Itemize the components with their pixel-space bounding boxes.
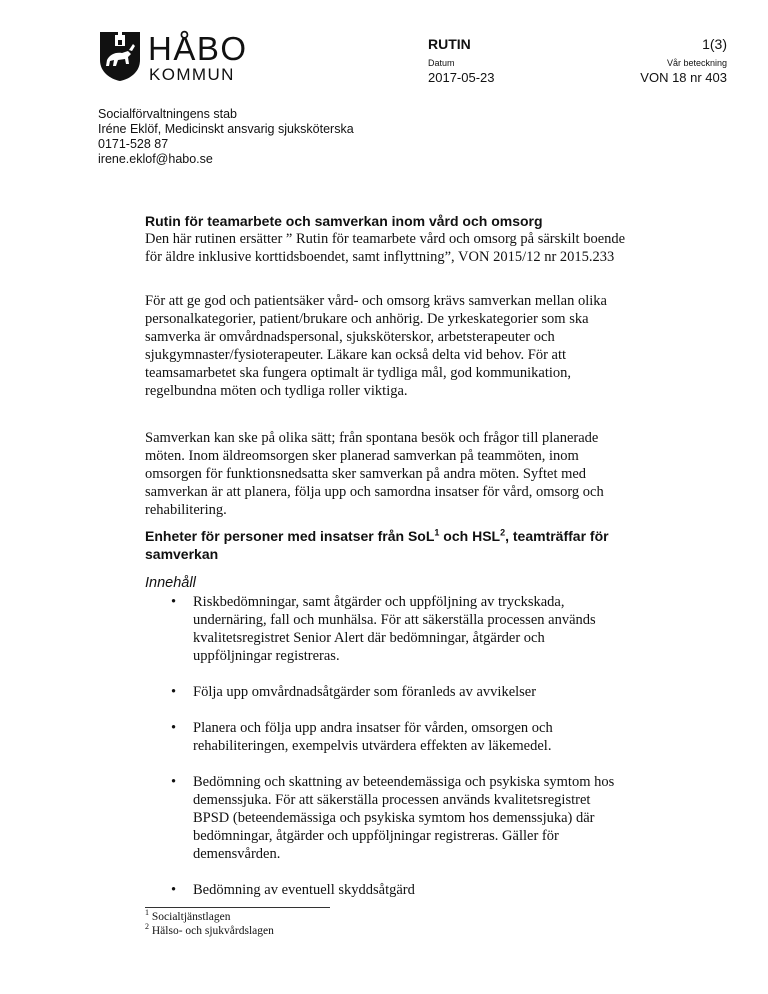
date-label: Datum [428, 58, 455, 68]
list-item [145, 683, 625, 701]
page-number: 1(3) [702, 36, 727, 52]
footnote-text: Socialtjänstlagen [151, 911, 231, 923]
sender-email: irene.eklof@habo.se [98, 152, 213, 166]
footnote-number: 2 [145, 922, 149, 932]
list-item [145, 593, 625, 665]
list-item-text: Följa upp omvårdnadsåtgärder som föranleds av avvikelser [193, 684, 537, 700]
list-item [145, 719, 625, 755]
section-title [145, 527, 635, 563]
habo-crest-logo-icon [98, 30, 142, 82]
reference-value: VON 18 nr 403 [640, 70, 727, 85]
bullet-list [145, 593, 625, 917]
bullet-icon: • [171, 684, 177, 700]
paragraph: Samverkan kan ske på olika sätt; från spontana besök och frågor till planerade möten. Inom äldreomsorgen sker planerad samverkan på teammöten, inom omsorgen för funktionsnedsatta sker samverkan på andra möten. Syftet med samverkan är att planera, följa upp och samordna insatser för vård, omsorg och rehabilitering. [145, 430, 604, 518]
sender-department: Socialförvaltningens stab [98, 107, 237, 121]
footnote-divider [145, 907, 330, 908]
list-item-text: Bedömning och skattning av beteendemässiga och psykiska symtom hos demenssjuka. För att säkerställa processen används kvalitetsregistret BPSD (beteendemässiga och psykiska symtom hos demenssjuka) där bedömningar, åtgärder och uppföljningar registreras. Gäller för demensvården. [193, 774, 615, 862]
list-item [145, 881, 625, 899]
document-type: RUTIN [428, 36, 471, 52]
list-item-text: Bedömning av eventuell skyddsåtgärd [193, 882, 415, 898]
sender-block [98, 107, 354, 167]
section-title-part: , teamträffar för samverkan [145, 528, 609, 562]
date-value: 2017-05-23 [428, 70, 495, 85]
paragraph: För att ge god och patientsäker vård- och omsorg krävs samverkan mellan olika personalkategorier, patient/brukare och anhörig. De yrkeskategorier som ska samverka är omvårdnadspersonal, sjuksköterskor, arbetsterapeuter och sjukgymnaster/fysioterapeuter. Läkare kan också delta vid behov. För att teamsamarbetet ska fungera optimalt är tydliga mål, god kommunikation, regelbundna möten och tydliga roller viktiga. [145, 293, 607, 399]
sender-phone: 0171-528 87 [98, 137, 169, 151]
section-title-part: Enheter för personer med insatser från SoL [145, 528, 435, 544]
footnote-ref: 1 [434, 527, 440, 538]
bullet-icon: • [171, 774, 177, 790]
section-block [145, 527, 635, 563]
bullet-icon: • [171, 594, 177, 610]
document-title: Rutin för teamarbete och samverkan inom vård och omsorg [145, 213, 543, 229]
replaces-text: Den här rutinen ersätter ” Rutin för teamarbete vård och omsorg på särskilt boende för äldre inklusive korttidsboendet, samt inflyttning”, VON 2015/12 nr 2015.233 [145, 231, 626, 265]
intro-block [145, 212, 635, 266]
bullet-icon: • [171, 720, 177, 736]
bullet-icon: • [171, 882, 177, 898]
brand-subtitle: KOMMUN [149, 65, 235, 84]
footnote [145, 908, 231, 924]
list-item-text: Planera och följa upp andra insatser för vården, omsorgen och rehabiliteringen, exempelvis utvärdera effekten av läkemedel. [193, 720, 553, 754]
brand-name: HÅBO [148, 30, 248, 67]
reference-label: Vår beteckning [666, 58, 727, 68]
footnote-number: 1 [145, 908, 149, 918]
footnote-text: Hälso- och sjukvårdslagen [151, 925, 274, 937]
footnote-ref: 2 [500, 527, 506, 538]
section-title-part: och HSL [439, 528, 501, 544]
sender-name-role: Iréne Eklöf, Medicinskt ansvarig sjuksköterska [98, 122, 354, 136]
content-label: Innehåll [145, 575, 196, 591]
footnote [145, 922, 274, 938]
list-item [145, 773, 625, 863]
list-item-text: Riskbedömningar, samt åtgärder och uppföljning av tryckskada, undernäring, fall och munhälsa. För att säkerställa processen används kvalitetsregistret Senior Alert där bedömningar, åtgärder och uppföljningar registreras. [193, 594, 596, 664]
